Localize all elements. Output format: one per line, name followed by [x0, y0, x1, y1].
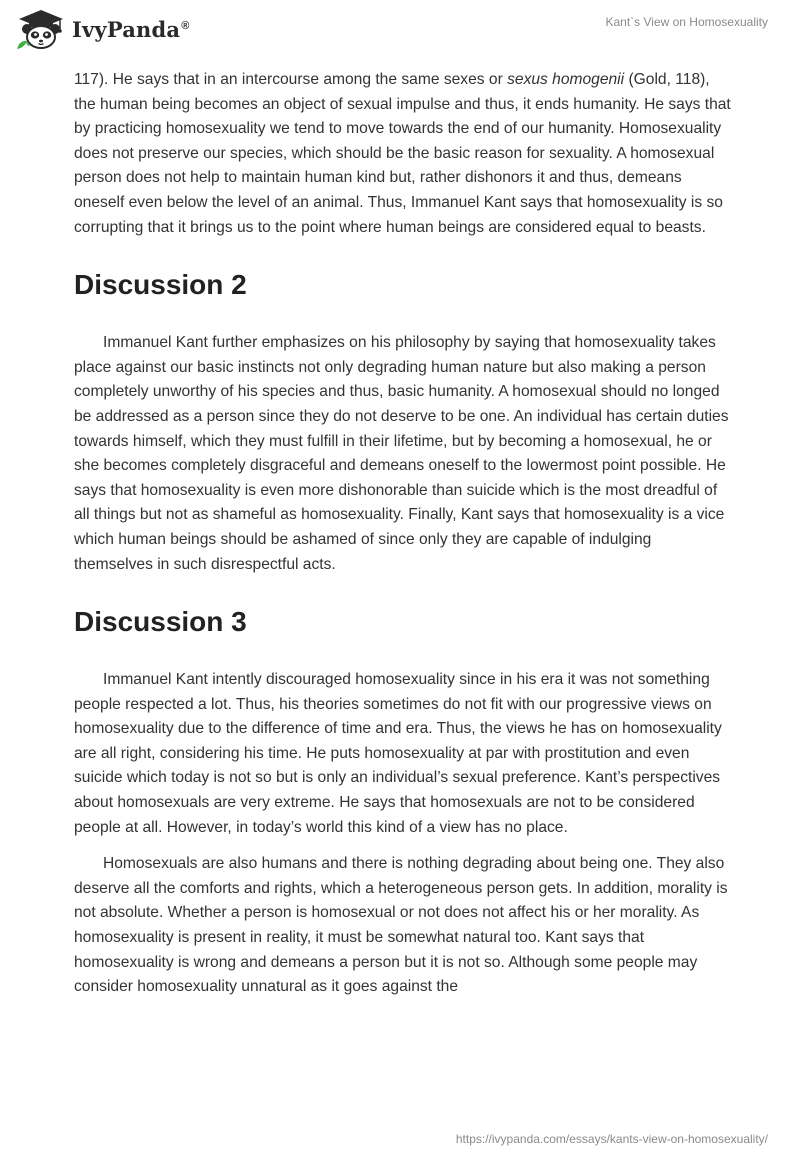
panda-graduate-icon — [16, 8, 66, 50]
section-heading-discussion-2: Discussion 2 — [74, 269, 247, 301]
paragraph-text: 117). He says that in an intercourse among the same sexes or — [74, 71, 508, 88]
document-title: Kant`s View on Homosexuality — [605, 15, 768, 29]
latin-term: sexus homogenii — [507, 71, 625, 88]
paragraph-continued — [74, 68, 734, 240]
page-header — [0, 0, 800, 60]
paragraph-discussion-2: Immanuel Kant further emphasizes on his philosophy by saying that homosexuality takes place against our basic instincts not only degrading human nature but also making a person completely unworthy of his species and thus, basic humanity. A homosexual should no longed be addressed as a person since they do not deserve to be one. An individual has certain duties towards himself, which they must fulfill in their lifetime, but by becoming a homosexual, he or she becomes completely disgraceful and demeans oneself to the lowermost point possible. He says that homosexuality is even more dishonorable than suicide which is the most dreadful of all things but not as shameful as homosexuality. Finally, Kant says that homosexuality is a vice which human beings should be ashamed of since only they are capable of indulging themselves in such disrespectful acts. — [74, 334, 729, 573]
logo-text: IvyPanda — [72, 16, 181, 42]
section-heading-discussion-3: Discussion 3 — [74, 606, 247, 638]
source-url[interactable]: https://ivypanda.com/essays/kants-view-on-homosexuality/ — [455, 1132, 768, 1146]
paragraph-text: (Gold, 118), the human being becomes an object of sexual impulse and thus, it ends humanity. He says that by practicing homosexuality we tend to move towards the end of our humanity. Homosexuality does not preserve our species, which should be the basic reason for sexuality. A homosexual person does not help to maintain human kind but, rather dishonors it and thus, demeans oneself even below the level of an animal. Thus, Immanuel Kant says that homosexuality is so corrupting that it brings us to the point where human beings are considered equal to beasts. — [74, 71, 731, 236]
ivypanda-logo[interactable] — [16, 8, 190, 50]
paragraph-discussion-3b: Homosexuals are also humans and there is nothing degrading about being one. They also deserve all the comforts and rights, which a heterogeneous person gets. In addition, morality is not absolute. Whether a person is homosexual or not does not affect his or her morality. As homosexuality is present in reality, it must be somewhat natural too. Kant says that homosexuality is wrong and demeans a person but it is not so. Although some people may consider homosexuality unnatural as it goes against the — [74, 855, 728, 996]
essay-content — [74, 68, 734, 1000]
paragraph-discussion-3: Immanuel Kant intently discouraged homosexuality since in his era it was not something people respected a lot. Thus, his theories sometimes do not fit with our progressive views on homosexuality due to the difference of time and era. Thus, the views he has on homosexuality are all right, considering his time. He puts homosexuality at par with prostitution and even suicide which today is not so but is only an individual’s sexual preference. Kant’s perspectives about homosexuals are very extreme. He says that homosexuals are not to be considered people at all. However, in today’s world this kind of a view has no place. — [74, 671, 722, 836]
registered-mark: ® — [181, 19, 190, 32]
logo-wordmark — [72, 17, 190, 42]
